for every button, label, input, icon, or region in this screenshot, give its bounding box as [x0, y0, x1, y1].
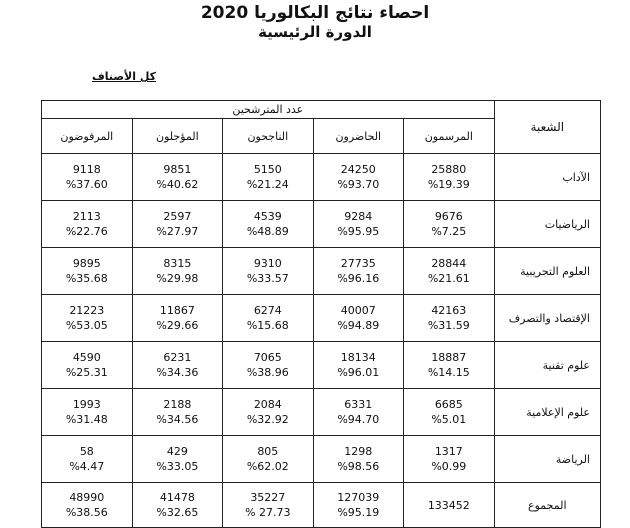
cell-percentage: %94.89: [337, 319, 380, 332]
cell-present: [313, 483, 404, 528]
cell-percentage: %34.56: [156, 413, 199, 426]
branch-column-header: الشعبة: [494, 101, 600, 154]
cell-percentage: %33.05: [156, 460, 199, 473]
cell-passed: [223, 389, 313, 436]
cell-percentage: %48.89: [246, 225, 289, 238]
cell-count: 429: [166, 445, 188, 458]
cell-percentage: %93.70: [337, 178, 380, 191]
cell-count: 1317: [434, 445, 463, 458]
cell-rejected: [42, 154, 133, 201]
table-row: [42, 342, 601, 389]
cell-count: 6274: [253, 304, 282, 317]
cell-count: 805: [257, 445, 279, 458]
branch-name: الرياضة: [494, 436, 600, 483]
document-title: احصاء نتائج البكالوريا 2020: [200, 3, 430, 23]
cell-percentage: %32.92: [246, 413, 289, 426]
cell-percentage: %31.59: [427, 319, 470, 332]
category-label: كل الأصناف: [92, 70, 157, 83]
cell-count: 35227: [250, 491, 286, 504]
cell-percentage: %94.70: [337, 413, 380, 426]
cell-deferred: [132, 436, 222, 483]
cell-deferred: [132, 201, 222, 248]
branch-name: الرياضيات: [494, 201, 600, 248]
cell-percentage: %7.25: [431, 225, 467, 238]
results-table: [41, 100, 601, 528]
cell-rejected: [42, 201, 133, 248]
cell-count: 41478: [159, 491, 195, 504]
branch-name: الإقتصاد والتصرف: [494, 295, 600, 342]
cell-count: 9851: [163, 163, 192, 176]
cell-count: 6331: [344, 398, 373, 411]
cell-percentage: %31.48: [65, 413, 108, 426]
cell-percentage: %95.95: [337, 225, 380, 238]
column-header-deferred: المؤجلون: [132, 119, 222, 154]
cell-deferred: [132, 248, 222, 295]
cell-percentage: %40.62: [156, 178, 199, 191]
cell-rejected: [42, 389, 133, 436]
cell-rejected: [42, 248, 133, 295]
cell-rejected: [42, 342, 133, 389]
cell-percentage: %53.05: [65, 319, 108, 332]
cell-count: 1993: [72, 398, 101, 411]
cell-percentage: %95.19: [337, 506, 380, 519]
cell-percentage: %35.68: [65, 272, 108, 285]
cell-percentage: %4.47: [69, 460, 105, 473]
cell-percentage: %96.16: [337, 272, 380, 285]
cell-present: [313, 389, 404, 436]
cell-percentage: %62.02: [246, 460, 289, 473]
cell-percentage: %27.97: [156, 225, 199, 238]
cell-registered: [404, 248, 495, 295]
cell-deferred: [132, 154, 222, 201]
cell-present: [313, 436, 404, 483]
table-row: [42, 154, 601, 201]
cell-percentage: %98.56: [337, 460, 380, 473]
cell-percentage: %37.60: [65, 178, 108, 191]
cell-count: 9676: [434, 210, 463, 223]
cell-deferred: [132, 483, 222, 528]
cell-count: 9310: [253, 257, 282, 270]
cell-registered: [404, 436, 495, 483]
cell-count: 9284: [344, 210, 373, 223]
cell-count: 133452: [427, 498, 470, 512]
cell-count: 4539: [253, 210, 282, 223]
column-header-present: الحاضرون: [313, 119, 404, 154]
cell-count: 27735: [340, 257, 376, 270]
cell-percentage: %34.36: [156, 366, 199, 379]
column-header-rejected: المرفوضون: [42, 119, 133, 154]
table-row: [42, 389, 601, 436]
cell-percentage: %14.15: [427, 366, 470, 379]
cell-count: 48990: [69, 491, 105, 504]
cell-deferred: [132, 342, 222, 389]
total-row: [42, 483, 601, 528]
cell-count: 6231: [163, 351, 192, 364]
cell-deferred: [132, 389, 222, 436]
cell-registered: [404, 201, 495, 248]
cell-count: 9895: [72, 257, 101, 270]
document-subtitle: الدورة الرئيسية: [258, 23, 372, 41]
cell-count: 58: [79, 445, 94, 458]
cell-percentage: %0.99: [431, 460, 467, 473]
cell-count: 4590: [72, 351, 101, 364]
cell-passed: [223, 248, 313, 295]
cell-present: [313, 201, 404, 248]
cell-percentage: %29.66: [156, 319, 199, 332]
candidates-group-header: عدد المترشحين: [42, 101, 495, 119]
cell-passed: [223, 483, 313, 528]
table-row: [42, 201, 601, 248]
column-header-registered: المرسمون: [404, 119, 495, 154]
cell-percentage: %96.01: [337, 366, 380, 379]
cell-registered: [404, 154, 495, 201]
cell-percentage: %32.65: [156, 506, 199, 519]
table-body: [42, 154, 601, 528]
cell-rejected: [42, 483, 133, 528]
table-header-row: [42, 101, 601, 119]
cell-count: 40007: [340, 304, 376, 317]
branch-name: العلوم التجريبية: [494, 248, 600, 295]
cell-count: 6685: [434, 398, 463, 411]
cell-percentage: %21.61: [427, 272, 470, 285]
cell-count: 5150: [253, 163, 282, 176]
cell-count: 25880: [431, 163, 467, 176]
branch-name: علوم تقنية: [494, 342, 600, 389]
cell-present: [313, 295, 404, 342]
cell-percentage: %38.96: [246, 366, 289, 379]
branch-name: الآداب: [494, 154, 600, 201]
cell-percentage: %15.68: [246, 319, 289, 332]
cell-registered: [404, 389, 495, 436]
cell-count: 42163: [431, 304, 467, 317]
cell-registered: [404, 483, 495, 528]
cell-count: 28844: [431, 257, 467, 270]
cell-rejected: [42, 295, 133, 342]
cell-count: 2113: [72, 210, 101, 223]
cell-count: 1298: [344, 445, 373, 458]
cell-count: 24250: [340, 163, 376, 176]
cell-passed: [223, 201, 313, 248]
cell-count: 2084: [253, 398, 282, 411]
cell-count: 11867: [159, 304, 195, 317]
cell-count: 2597: [163, 210, 192, 223]
cell-count: 2188: [163, 398, 192, 411]
cell-passed: [223, 295, 313, 342]
cell-passed: [223, 436, 313, 483]
cell-registered: [404, 295, 495, 342]
cell-deferred: [132, 295, 222, 342]
cell-present: [313, 342, 404, 389]
table-row: [42, 248, 601, 295]
total-label: المجموع: [494, 483, 600, 528]
cell-percentage: %38.56: [65, 506, 108, 519]
branch-name: علوم الإعلامية: [494, 389, 600, 436]
cell-count: 127039: [337, 491, 380, 504]
cell-count: 18134: [340, 351, 376, 364]
cell-count: 7065: [253, 351, 282, 364]
cell-present: [313, 154, 404, 201]
cell-count: 18887: [431, 351, 467, 364]
cell-present: [313, 248, 404, 295]
cell-passed: [223, 154, 313, 201]
cell-percentage: %25.31: [65, 366, 108, 379]
cell-registered: [404, 342, 495, 389]
cell-passed: [223, 342, 313, 389]
cell-percentage: % 27.73: [245, 506, 291, 519]
cell-count: 8315: [163, 257, 192, 270]
cell-percentage: %29.98: [156, 272, 199, 285]
table-row: [42, 436, 601, 483]
cell-count: 21223: [69, 304, 105, 317]
cell-count: 9118: [72, 163, 101, 176]
cell-percentage: %22.76: [65, 225, 108, 238]
cell-percentage: %21.24: [246, 178, 289, 191]
cell-percentage: %5.01: [431, 413, 467, 426]
cell-rejected: [42, 436, 133, 483]
cell-percentage: %19.39: [427, 178, 470, 191]
cell-percentage: %33.57: [246, 272, 289, 285]
column-header-passed: الناجحون: [223, 119, 313, 154]
table-row: [42, 295, 601, 342]
